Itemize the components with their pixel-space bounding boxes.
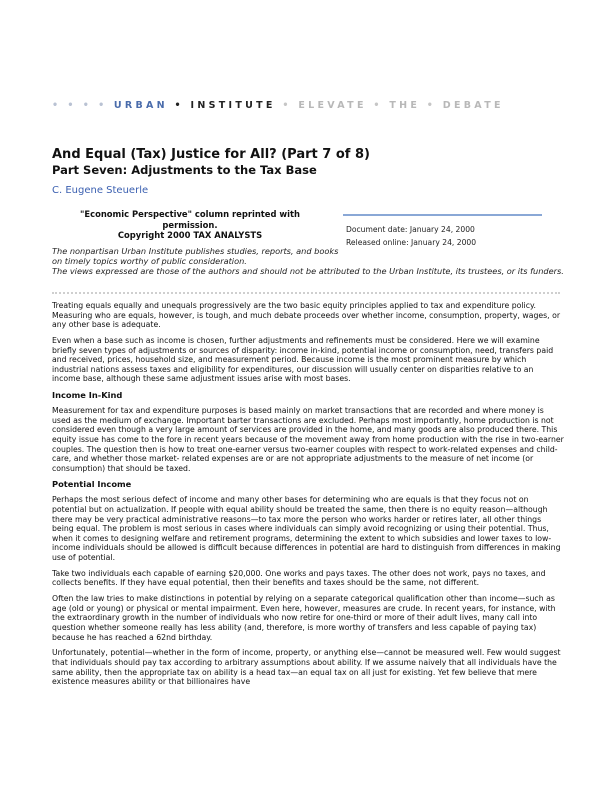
publisher-note: The nonpartisan Urban Institute publishes studies, reports, and books on timely topics worthy of public consideration. <box>52 246 339 266</box>
article-subtitle: Part Seven: Adjustments to the Tax Base <box>52 163 317 177</box>
banner-separator: • <box>373 100 383 111</box>
banner-word-debate: DEBATE <box>442 100 504 111</box>
banner-word-elevate: ELEVATE <box>298 100 367 111</box>
paragraph: Treating equals equally and unequals progressively are the two basic equity principles applied to tax and expenditure policy. Measuring who are equals, however, is tough, and much debate proceeds over whether income, consumption, property, wages, or any other base is adequate. <box>52 301 561 330</box>
paragraph: Even when a base such as income is chosen, further adjustments and refinements must be considered. Here we will examine briefly seven types of adjustments or sources of disparity: income in-kind, potential income or consumption, need, transfers paid and received, prices, household size, and measurement period. Because income is the most prominent measure by which industrial nations assess taxes and eligibility for expenditures, our discussion will usually center on disparities relative to an income base, although these same adjustment issues arise with most bases. <box>52 335 554 384</box>
released-online-date: Released online: January 24, 2000 <box>346 238 477 247</box>
disclaimer: The views expressed are those of the authors and should not be attributed to the Urban Institute, its trustees, or its funders. <box>52 266 564 276</box>
banner-dots: • • • • <box>52 100 108 111</box>
date-info <box>346 223 546 249</box>
author-link[interactable]: C. Eugene Steuerle <box>52 185 149 196</box>
section-heading: Income In-Kind <box>52 390 123 401</box>
section-heading: Potential Income <box>52 479 132 490</box>
banner-separator: • <box>174 100 184 111</box>
banner-word-the: THE <box>389 100 421 111</box>
article-body <box>52 301 564 693</box>
document-date: Document date: January 24, 2000 <box>346 225 475 234</box>
banner-separator: • <box>426 100 437 111</box>
date-divider <box>343 214 542 216</box>
paragraph: Unfortunately, potential—whether in the form of income, property, or anything else—cannot be measured well. Few would suggest that individuals should pay tax according to arbitrary assumptions about ability. If we assume naively that all individuals have the same ability, then the appropriate tax on ability is a head tax—an equal tax on all just for existing. Yet few believe that mere existence measures ability or that billionaires have <box>52 648 561 687</box>
paragraph: Perhaps the most serious defect of income and many other bases for determining who are equals is that they focus not on potential but on actualization. If people with equal ability should be treated the same, then there is no equity reason—although there may be very practical administrative reasons—to tax more the person who works harder or retires later, all other things being equal. The problem is most serious in cases where individuals can simply avoid recognizing or using their potential. Thus, when it comes to designing welfare and retirement programs, determining the extent to which subsidies and lower taxes to low-income individuals should be allowed is difficult because differences in potential are hard to distinguish from differences in making use of potential. <box>52 495 561 563</box>
banner-word-urban: URBAN <box>113 100 168 111</box>
section-divider <box>52 292 560 294</box>
banner-separator: • <box>282 100 292 111</box>
paragraph: Often the law tries to make distinctions in potential by relying on a separate categorical qualification other than income—such as age (old or young) or physical or mental impairment. Even here, however, measures are crude. In recent years, for instance, with the extraordinary growth in the number of individuals who now retire for one-third or more of their adult lives, many call into question whether someone really has less ability (and, therefore, is more worthy of transfers and less capable of paying tax) because he has reached a 62nd birthday. <box>52 594 556 642</box>
article-title: And Equal (Tax) Justice for All? (Part 7 of 8) <box>52 147 370 162</box>
urban-institute-banner <box>52 100 572 112</box>
article-header <box>52 147 572 198</box>
reprint-notice <box>60 209 320 241</box>
paragraph: Measurement for tax and expenditure purposes is based mainly on market transactions that are recorded and where money is used as the medium of exchange. Important barter transactions are excluded. Perhaps most importantly, home production is not considered even though a very large amount of services are provided in the home, and many goods are also produced there. This equity issue has come to the fore in recent years because of the movement away from home production with the rise in two-earner couples. The question then is how to treat one-earner versus two-earner couples with respect to work-related expenses and child-care, and whether those market- related expenses are or are not appropriate adjustments to the measure of net income (or consumption) that should be taxed. <box>52 406 564 473</box>
banner-word-institute: INSTITUTE <box>190 100 276 111</box>
paragraph: Take two individuals each capable of earning $20,000. One works and pays taxes. The other does not work, pays no taxes, and collects benefits. If they have equal potential, then their benefits and taxes should be the same, not different. <box>52 568 546 588</box>
reprint-line: "Economic Perspective" column reprinted with permission. <box>80 209 300 230</box>
copyright-line: Copyright 2000 TAX ANALYSTS <box>117 230 263 240</box>
